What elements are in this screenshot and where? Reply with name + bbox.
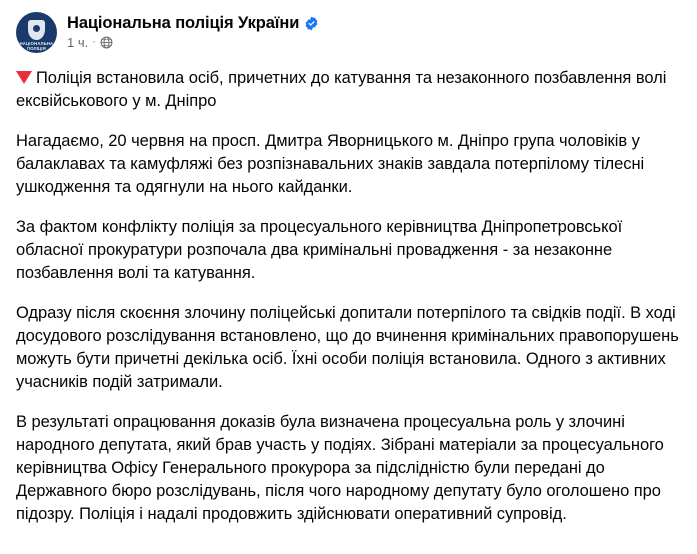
post-paragraph: В результаті опрацювання доказів була визначена процесуальна роль у злочині народного депутата, який брав участь у подіях. Зібрані матеріали за процесуального керівництва Офісу Генерального прокурора за підслідністю були передані до Державного бюро розслідувань, після чого народному депутату було оголошено про підозру. Поліція і надалі продовжить здійснювати оперативний супровід. bbox=[16, 413, 664, 523]
police-emblem-icon bbox=[28, 20, 45, 40]
post-paragraph: За фактом конфлікту поліція за процесуального керівництва Дніпропетровської обласної прокуратури розпочала два кримінальні провадження - за незаконне позбавлення волі та катування. bbox=[16, 218, 623, 282]
post-paragraph-headline bbox=[16, 67, 681, 113]
post-paragraph: Одразу після скоєння злочину поліцейські допитали потерпілого та свідків події. В ході досудового розслідування встановлено, що до вчинення кримінальних правопорушень можуть бути причетні декілька осіб. Їхні особи поліція встановила. Одного з активних учасників подій затримали. bbox=[16, 304, 679, 391]
avatar[interactable] bbox=[16, 12, 57, 53]
page-name[interactable]: Національна поліція України bbox=[67, 14, 300, 32]
red-triangle-emoji bbox=[16, 71, 32, 84]
avatar-label: НАЦІОНАЛЬНА ПОЛІЦІЯ bbox=[19, 41, 54, 51]
post-body bbox=[16, 67, 681, 526]
post-paragraph: Нагадаємо, 20 червня на просп. Дмитра Яворницького м. Дніпро група чоловіків у балаклавах та камуфляжі без розпізнавальних знаків завдала потерпілому тілесні ушкодження та одягнули на нього кайданки. bbox=[16, 132, 645, 196]
globe-icon[interactable] bbox=[100, 36, 113, 49]
post-header bbox=[16, 12, 681, 53]
author-name-row bbox=[67, 13, 319, 33]
post-meta bbox=[67, 34, 319, 51]
post-timestamp[interactable]: 1 ч. bbox=[67, 35, 89, 50]
post-paragraph-headline-text: Поліція встановила осіб, причетних до катування та незаконного позбавлення волі ексвійськового у м. Дніпро bbox=[16, 69, 667, 110]
post-author-block bbox=[67, 12, 319, 51]
verified-badge-icon bbox=[304, 16, 319, 31]
meta-separator: · bbox=[92, 36, 96, 48]
